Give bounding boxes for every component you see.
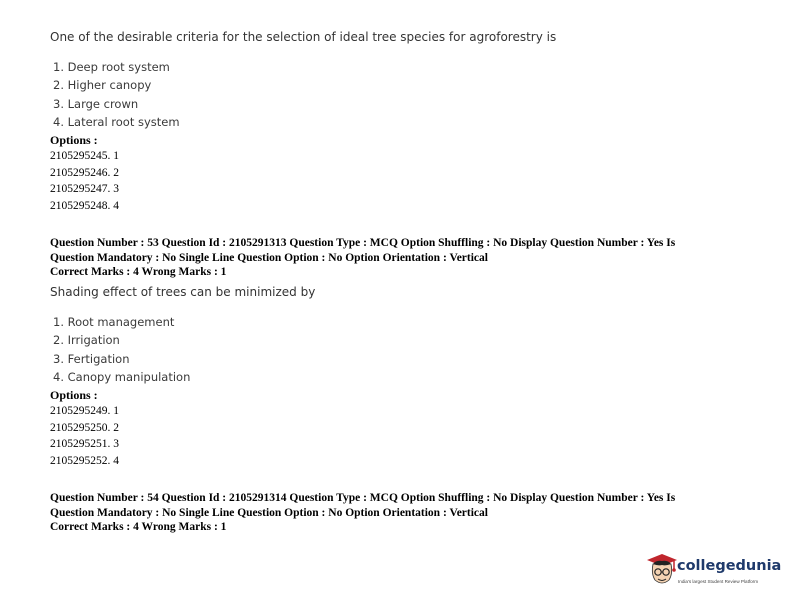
meta-line: Question Mandatory : No Single Line Question Option : No Option Orientation : Vertical — [50, 251, 488, 264]
choice-item: 3. Fertigation — [53, 351, 130, 366]
question-53-text: Shading effect of trees can be minimized by — [50, 285, 316, 299]
question-52-option-ids — [50, 148, 119, 214]
meta-line: Correct Marks : 4 Wrong Marks : 1 — [50, 521, 227, 533]
option-id-item: 2105295246. 2 — [50, 166, 119, 179]
option-id-item: 2105295245. 1 — [50, 150, 119, 162]
collegedunia-brand — [644, 552, 784, 592]
brand-tagline: India's largest Student Review Platform — [678, 579, 759, 584]
option-id-item: 2105295250. 2 — [50, 421, 119, 434]
choice-item: 3. Large crown — [53, 96, 139, 111]
student-mascot-icon — [646, 552, 678, 590]
question-52-choices — [53, 58, 180, 131]
options-label: Options : — [50, 388, 98, 402]
meta-line: Question Number : 54 Question Id : 2105291314 Question Type : MCQ Option Shuffling : No Display Question Number : Yes Is — [50, 492, 676, 504]
choice-item: 4. Canopy manipulation — [53, 369, 191, 384]
question-54-meta — [50, 491, 750, 535]
option-id-item: 2105295248. 4 — [50, 199, 119, 212]
meta-line: Question Number : 53 Question Id : 2105291313 Question Type : MCQ Option Shuffling : No Display Question Number : Yes Is — [50, 237, 676, 249]
choice-item: 1. Root management — [53, 315, 175, 329]
choice-item: 4. Lateral root system — [53, 114, 180, 129]
option-id-item: 2105295251. 3 — [50, 438, 119, 450]
option-id-item: 2105295247. 3 — [50, 183, 119, 195]
question-53-option-ids — [50, 403, 119, 469]
brand-name: collegedunia — [677, 558, 782, 574]
question-53-meta — [50, 236, 750, 280]
choice-item: 2. Higher canopy — [53, 78, 152, 93]
meta-line: Correct Marks : 4 Wrong Marks : 1 — [50, 266, 227, 278]
option-id-item: 2105295249. 1 — [50, 405, 119, 417]
meta-line: Question Mandatory : No Single Line Question Option : No Option Orientation : Vertical — [50, 506, 488, 519]
option-id-item: 2105295252. 4 — [50, 454, 119, 467]
question-53-choices — [53, 313, 190, 386]
question-52-text: One of the desirable criteria for the selection of ideal tree species for agroforestry is — [50, 30, 557, 44]
choice-item: 2. Irrigation — [53, 333, 120, 348]
choice-item: 1. Deep root system — [53, 60, 170, 74]
options-label: Options : — [50, 133, 98, 147]
